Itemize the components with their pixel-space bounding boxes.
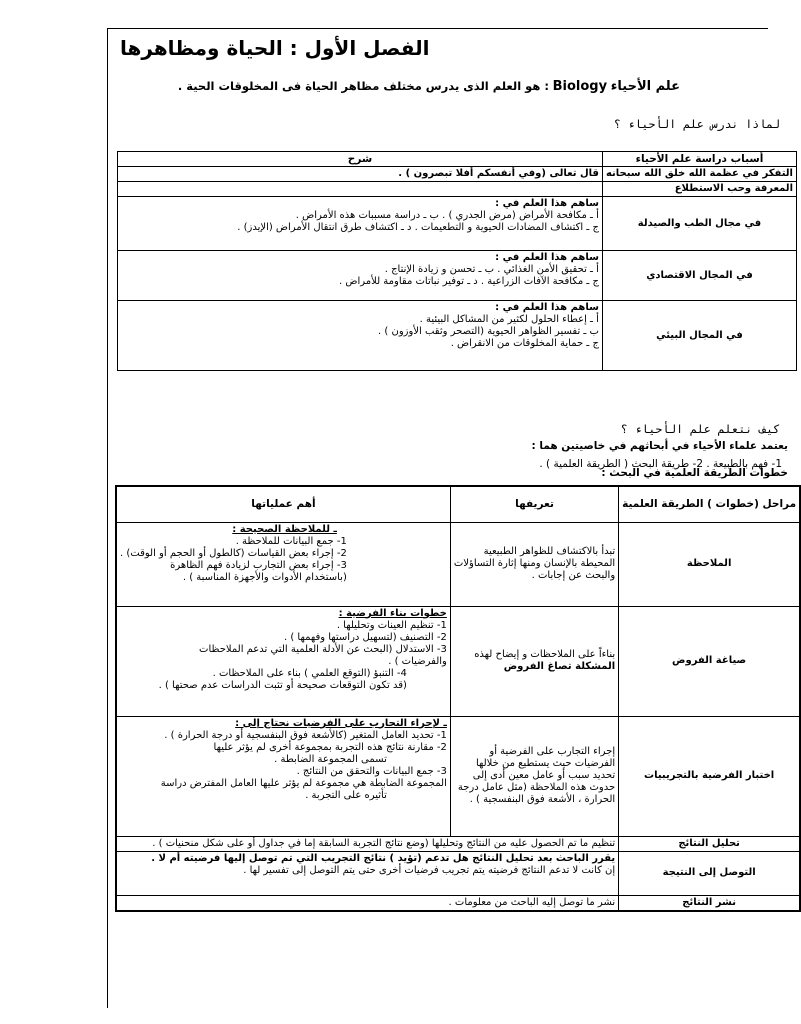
operation-line: تأثيره على التجربة . (305, 789, 387, 801)
step-cell: التوصل إلى النتيجة (619, 851, 800, 895)
definition-cell (450, 522, 618, 606)
reasons-table-header (118, 152, 797, 167)
operation-line: تسمى المجموعة الضابطة . (274, 753, 387, 765)
definition-line: الحرارة ، الأشعة فوق البنفسجية ) . (469, 794, 616, 805)
steps-title (568, 467, 788, 480)
operations-cell (116, 522, 450, 606)
definition-term-en: Biology (552, 79, 608, 94)
header-operations: أهم عملياتها (116, 486, 450, 522)
definition-line: المشكلة تصاغ الفروض (503, 661, 616, 672)
reason-cell: التفكر في عظمة الله خلق الله سبحانه (602, 167, 796, 182)
definition-cell (450, 606, 618, 716)
operation-line: (باستخدام الأدوات والأجهزة المناسبة ) . (182, 571, 347, 583)
operation-line: 3- جمع البيانات والتحقق من النتائج . (296, 765, 447, 777)
table-row (116, 522, 800, 606)
reason-cell: في المجال الاقتصادي (602, 251, 796, 301)
explain-cell (118, 301, 603, 371)
biology-definition (177, 79, 680, 94)
operation-line: (قد تكون التوقعات صحيحة أو تثبت الدراسات عدم صحتها ) . (158, 679, 407, 691)
methods-text: 1- فهم بالطبيعة . 2- طريقة البحث ( الطريقة العلمية ) . (539, 458, 782, 470)
wide-cell (116, 851, 619, 895)
wide-cell: نشر ما توصل إليه الباحث من معلومات . (116, 895, 619, 911)
scientists-line (368, 440, 788, 453)
operation-line: 1- تنظيم العينات وتحليلها . (336, 619, 447, 631)
operation-line: 1- تحديد العامل المتغير (كالأشعة فوق البنفسجية أو درجة الحرارة ) . (164, 729, 447, 741)
definition-line: تبدأ بالاكتشاف للظواهر الطبيعية (483, 546, 616, 557)
explain-line: ج ـ حماية المخلوقات من الانقراض . (450, 338, 599, 349)
explain-line: ساهم هذا العلم في : (495, 252, 599, 263)
operation-line: 1- جمع البيانات للملاحظة . (235, 535, 347, 547)
explain-line: أ ـ مكافحة الأمراض (مرض الجدري ) . ب ـ دراسة مسببات هذه الأمراض . (295, 210, 599, 221)
operations-cell (116, 716, 450, 836)
wide-line: يقرر الباحث بعد تحليل النتائج هل تدعم (تؤيد ) نتائج التجريب التي تم توصل إليها فرضيته أم لا . (151, 852, 616, 864)
definition-line: بناءاً على الملاحظات و إيضاح لهذه (474, 649, 616, 660)
page-border-top (107, 28, 768, 29)
operation-line: والفرضيات ) . (388, 655, 447, 667)
explain-line: ج ـ اكتشاف المضادات الحيوية و التطعيمات . د ـ اكتشاف طرق انتقال الأمراض (الإيدز) . (237, 222, 599, 233)
definition-term: علم الأحياء (610, 79, 680, 94)
operation-line: 3- الاستدلال (البحث عن الأدلة العلمية التي تدعم الملاحظات (199, 643, 447, 655)
step-cell: صياغة الفروض (619, 606, 800, 716)
explain-cell: قال تعالى (وفي أنفسكم أفلا تبصرون ) . (118, 167, 603, 182)
why-study-question (468, 117, 780, 131)
table-row (116, 895, 800, 911)
operation-line: 2- إجراء بعض القياسات (كالطول أو الحجم أو الوقت) . (120, 547, 347, 559)
step-cell: تحليل النتائج (619, 836, 800, 851)
table-row (118, 167, 797, 182)
definition-line: المحيطة بالإنسان ومنها إثارة التساؤلات (453, 558, 616, 569)
table-row (116, 716, 800, 836)
table-row (116, 836, 800, 851)
table-row (118, 301, 797, 371)
definition-text: : هو العلم الذى يدرس مختلف مظاهر الحياة فى المخلوقات الحية . (177, 79, 549, 93)
reason-cell: في مجال الطب والصيدلة (602, 197, 796, 251)
operation-line: 3- إجراء بعض التجارب لزيادة فهم الظاهرة (170, 559, 347, 571)
explain-cell (118, 251, 603, 301)
wide-cell: تنظيم ما تم الحصول عليه من النتائج وتحليلها (وضع نتائج التجربة السابقة إما في جداول أو على شكل منحنيات ) . (116, 836, 619, 851)
definition-line: الفرضيات حيث يستطيع من خلالها (475, 758, 616, 769)
explain-line: أ ـ إعطاء الحلول لكثير من المشاكل البيئية . (419, 314, 599, 325)
operations-cell (116, 606, 450, 716)
scientific-method-table (115, 485, 801, 912)
question2-text: كيف نتعلم علم الأحياء ؟ (620, 422, 780, 436)
operation-line: خطوات بناء الفرضية : (338, 607, 447, 619)
question1-text: لماذا ندرس علم الأحياء ؟ (613, 117, 780, 131)
table-row (116, 606, 800, 716)
table-row (116, 851, 800, 895)
steps-title-text: خطوات الطريقة العلمية في البحث : (601, 467, 788, 479)
definition-line: حدوث هذه الملاحظة (مثل عامل درجة (457, 782, 616, 793)
table-row (118, 251, 797, 301)
table-row (118, 197, 797, 251)
explain-line: ج ـ مكافحة الآفات الزراعية . د ـ توفير نباتات مقاومة للأمراض . (339, 276, 599, 287)
operation-line: 4- التنبؤ (التوقع العلمي ) بناء على الملاحظات . (212, 667, 407, 679)
operation-line: ـ للملاحظة الصحيحة : (232, 523, 337, 535)
step-cell: الملاحظة (619, 522, 800, 606)
definition-line: إجراء التجارب على الفرضية أو (489, 746, 616, 757)
reason-cell: المعرفة وحب الاستطلاع (602, 182, 796, 197)
operation-line: المجموعة الضابطة هي مجموعة لم يؤثر عليها العامل المفترض دراسة (160, 777, 447, 789)
explain-cell (118, 182, 603, 197)
operation-line: ـ لإجراء التجارب على الفرضيات نحتاج إلى : (235, 717, 447, 729)
reason-cell: في المجال البيئي (602, 301, 796, 371)
operation-line: 2- التصنيف (لتسهيل دراستها وفهمها ) . (283, 631, 447, 643)
header-reasons: أسباب دراسة علم الأحياء (602, 152, 796, 167)
how-learn-question (468, 422, 780, 436)
definition-line: والبحث عن إجابات . (531, 570, 616, 581)
reasons-table (117, 151, 797, 371)
header-definition: تعريفها (450, 486, 618, 522)
step-cell: اختبار الفرضية بالتجريبيات (619, 716, 800, 836)
explain-line: ساهم هذا العلم في : (495, 302, 599, 313)
operation-line: 2- مقارنة نتائج هذه التجربة بمجموعة أخرى لم يؤثر عليها (213, 741, 447, 753)
chapter-title: الفصل الأول : الحياة ومظاهرها (120, 36, 430, 60)
definition-cell (450, 716, 618, 836)
definition-line: تحديد سبب أو عامل معين أدى إلى (472, 770, 616, 781)
scientists-text: يعتمد علماء الأحياء في أبحاثهم في خاصيتين هما : (531, 440, 788, 452)
header-steps: مراحل (خطوات ) الطريقة العلمية (619, 486, 800, 522)
table-row (118, 182, 797, 197)
explain-line: ساهم هذا العلم في : (495, 198, 599, 209)
method-table-header (116, 486, 800, 522)
explain-line: ب ـ تفسير الظواهر الحيوية (التصحر وثقب الأوزون ) . (378, 326, 599, 337)
explain-cell (118, 197, 603, 251)
wide-line: إن كانت لا تدعم النتائج فرضيته يتم تجريب فرضيات أخرى حتى يتم التوصل إلى تفسير لها . (243, 864, 616, 876)
step-cell: نشر النتائج (619, 895, 800, 911)
explain-line: أ ـ تحقيق الأمن الغذائي . ب ـ تحسن و زيادة الإنتاج . (384, 264, 599, 275)
page-border-left (107, 28, 108, 1008)
header-explain: شرح (118, 152, 603, 167)
